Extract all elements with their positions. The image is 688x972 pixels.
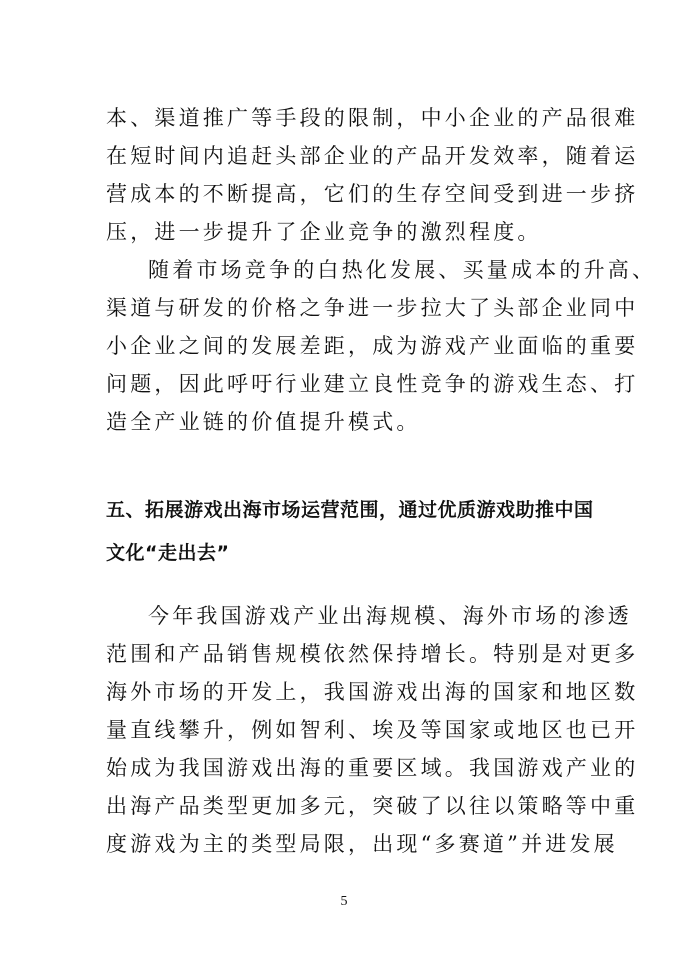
- paragraph-line: 度游戏为主的类型局限，出现“多赛道”并进发展: [106, 832, 618, 856]
- paragraph-line: 海外市场的开发上，我国游戏出海的国家和地区数: [106, 680, 639, 704]
- page-number: 5: [340, 894, 348, 909]
- paragraph-line: 今年我国游戏产业出海规模、海外市场的渗透: [148, 604, 632, 628]
- heading-line: 五、拓展游戏出海市场运营范围，通过优质游戏助推中国: [106, 499, 594, 521]
- paragraph-line: 始成为我国游戏出海的重要区域。我国游戏产业的: [106, 756, 639, 780]
- paragraph-line: 出海产品类型更加多元，突破了以往以策略等中重: [106, 794, 639, 818]
- paragraph-line: 小企业之间的发展差距，成为游戏产业面临的重要: [106, 334, 639, 358]
- paragraph-line: 本、渠道推广等手段的限制，中小企业的产品很难: [106, 106, 639, 130]
- paragraph-line: 问题，因此呼吁行业建立良性竞争的游戏生态、打: [106, 372, 639, 396]
- paragraph-line: 压，进一步提升了企业竞争的激烈程度。: [106, 220, 542, 244]
- paragraph-line: 在短时间内追赶头部企业的产品开发效率，随着运: [106, 144, 639, 168]
- paragraph-line: 范围和产品销售规模依然保持增长。特别是对更多: [106, 642, 639, 666]
- paragraph-line: 量直线攀升，例如智利、埃及等国家或地区也已开: [106, 718, 639, 742]
- paragraph-line: 造全产业链的价值提升模式。: [106, 410, 421, 434]
- paragraph-line: 营成本的不断提高，它们的生存空间受到进一步挤: [106, 182, 639, 206]
- paragraph-line: 渠道与研发的价格之争进一步拉大了头部企业同中: [106, 296, 639, 320]
- paragraph-line: 随着市场竞争的白热化发展、买量成本的升高、: [148, 258, 657, 282]
- heading-line: 文化“走出去”: [106, 542, 230, 564]
